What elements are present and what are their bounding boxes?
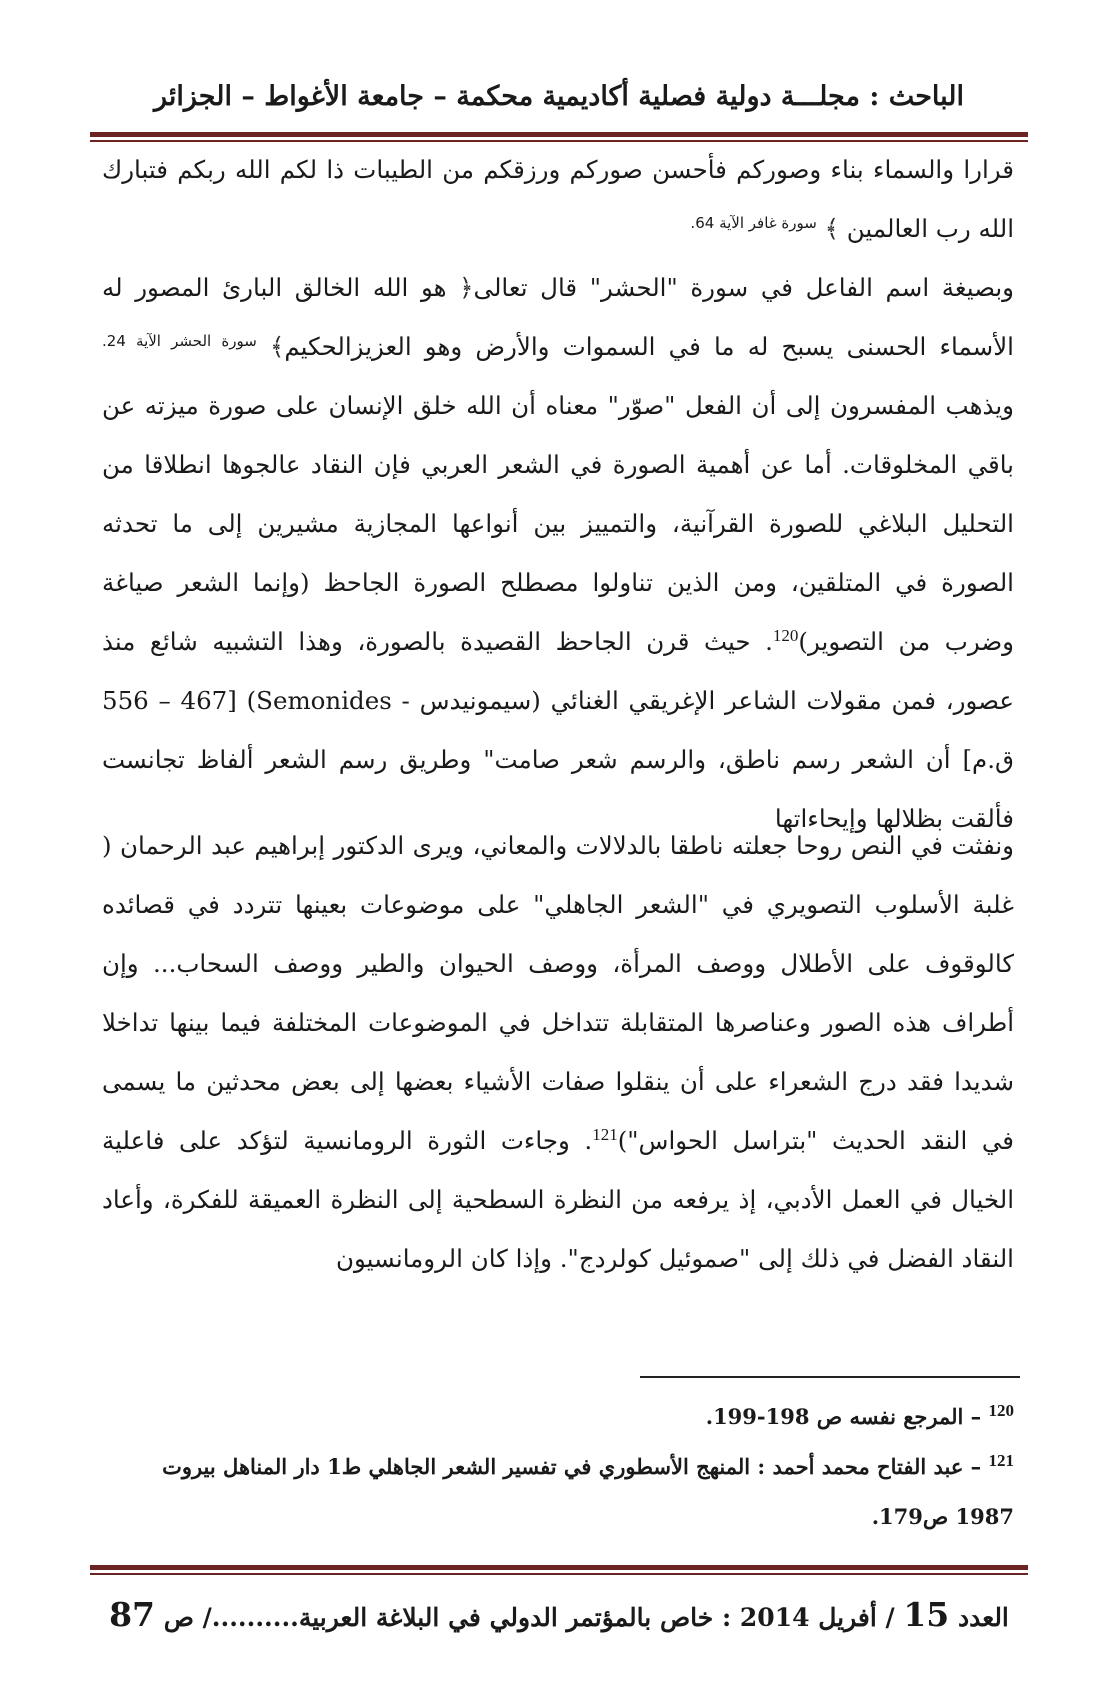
quran-ornament-icon: ﴾	[824, 214, 839, 243]
issue-date: / أفريل 2014	[739, 1603, 895, 1632]
page-footer	[90, 1585, 1028, 1645]
footnote-separator	[640, 1376, 1020, 1378]
paragraph-2-lead: وبصيغة اسم الفاعل في سورة "الحشر" قال تعالى	[473, 273, 1014, 302]
footnote-number: 120	[988, 1401, 1014, 1420]
footer-rule-thin	[90, 1573, 1028, 1575]
quran-ornament-close-icon: ﴾	[270, 332, 285, 361]
footnote-ref-121: 121	[592, 1124, 618, 1144]
paragraph-2-rest: ويذهب المفسرون إلى أن الفعل "صوّر" معناه أن الله خلق الإنسان على صورة ميزته عن باقي المخلوقات. أما عن أهمية الصورة في الشعر العربي فإن النقاد عالجوها انطلاقا من التحليل البلاغي للصورة القرآنية، والتمييز بين أنواعها المجازية مشيرين إلى ما تحدثه الصورة في المتلقين، ومن الذين تناولوا مصطلح الصورة الجاحظ (وإنما الشعر صياغة وضرب من التصوير)	[102, 391, 1014, 656]
verse-reference: سورة الحشر الآية 24.	[102, 331, 257, 350]
paragraph-1	[102, 140, 1014, 258]
verse-reference: سورة غافر الآية 64.	[690, 213, 817, 232]
footer-rule	[90, 1565, 1028, 1570]
paragraph-1-text: قرارا والسماء بناء وصوركم فأحسن صوركم ورزقكم من الطيبات ذا لكم الله ربكم فتبارك الله رب العالمين	[102, 155, 1014, 243]
issue-label: العدد	[958, 1603, 1009, 1632]
quran-quote: هو الله الخالق البارئ المصور له الأسماء الحسنى يسبح له ما في السموات والأرض وهو العزيزالحكيم	[102, 273, 1014, 361]
paragraph-2	[102, 258, 1014, 848]
footnote-120	[102, 1392, 1014, 1442]
footnote-text: – المرجع نفسه ص 198-199.	[705, 1404, 982, 1429]
footnote-text: – عبد الفتاح محمد أحمد : المنهج الأسطوري في تفسير الشعر الجاهلي ط1 دار المناهل بيروت 1987 ص179.	[162, 1454, 1014, 1529]
page-number: 87	[109, 1595, 156, 1634]
paragraph-3-text: ونفثت في النص روحا جعلته ناطقا بالدلالات والمعاني، ويرى الدكتور إبراهيم عبد الرحمان ( غلبة الأسلوب التصويري في "الشعر الجاهلي" على موضوعات بعينها تتردد في قصائده كالوقوف على الأطلال ووصف المرأة، ووصف الحيوان والطير ووصف السحاب... وإن أطراف هذه الصور وعناصرها المتقابلة تتداخل في الموضوعات المختلفة فيما بينها تداخلا شديدا فقد درج الشعراء على أن ينقلوا صفات الأشياء بعضها إلى بعض محدثين ما يسمى في النقد الحديث "بتراسل الحواس")	[102, 831, 1014, 1155]
quran-ornament-open-icon: ﴿	[459, 273, 474, 302]
paragraph-3-rest: . وجاءت الثورة الرومانسية لتؤكد على فاعلية الخيال في العمل الأدبي، إذ يرفعه من النظرة السطحية إلى النظرة العميقة للفكرة، وأعاد النقاد الفضل في ذلك إلى "صموئيل كولردج". وإذا كان الرومانسيون	[102, 1126, 1014, 1273]
paragraph-2-rest2: . حيث قرن الجاحظ القصيدة بالصورة، وهذا التشبيه شائع منذ عصور، فمن مقولات الشاعر الإغريقي الغنائي (سيمونيدس - Semonides) [556 – 467 ق.م] أن الشعر رسم ناطق، والرسم شعر صامت" وطريق رسم الشعر ألفاظ تجانست فألقت بظلالها وإيحاءاتها	[102, 627, 1014, 833]
footnotes	[102, 1392, 1014, 1542]
footnote-ref-120: 120	[772, 625, 799, 645]
issue-description: : خاص بالمؤتمر الدولي في البلاغة العربية........../ ص	[163, 1603, 732, 1632]
paragraph-3	[102, 816, 1014, 1288]
header-rule	[90, 132, 1028, 137]
footnote-121	[102, 1442, 1014, 1542]
journal-header: الباحث : مجلـــة دولية فصلية أكاديمية محكمة – جامعة الأغواط – الجزائر	[153, 81, 965, 112]
issue-number: 15	[903, 1595, 950, 1634]
footnote-number: 121	[988, 1451, 1014, 1470]
